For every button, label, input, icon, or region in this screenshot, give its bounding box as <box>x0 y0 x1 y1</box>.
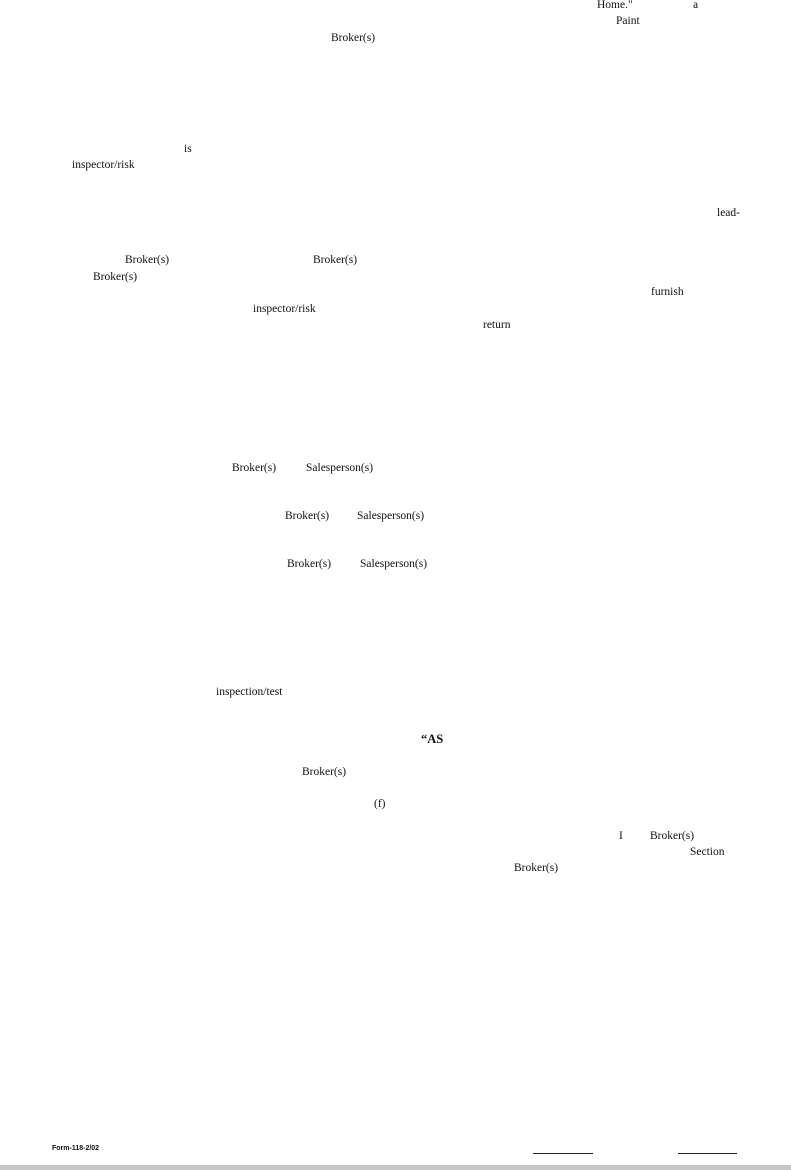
initials-line-left <box>533 1153 593 1154</box>
text-fragment: Broker(s) <box>302 766 347 778</box>
text-fragment: Broker(s) <box>93 271 138 283</box>
text-fragment: Broker(s) <box>285 510 330 522</box>
text-fragment: furnish <box>651 286 684 298</box>
text-fragment: “AS <box>421 732 444 746</box>
text-fragment: lead- <box>717 207 740 219</box>
text-fragment: inspector/risk <box>253 303 316 315</box>
text-fragment: inspection/test <box>216 686 283 698</box>
text-fragment: Home." <box>597 0 633 11</box>
text-fragment: Broker(s) <box>650 830 695 842</box>
text-fragment: a <box>693 0 699 11</box>
text-fragment: Paint <box>616 15 640 27</box>
text-fragment: Salesperson(s) <box>357 510 425 522</box>
text-fragment: Broker(s) <box>287 558 332 570</box>
text-fragment: inspector/risk <box>72 159 135 171</box>
text-fragment: I <box>619 830 623 842</box>
text-fragment: is <box>184 143 192 155</box>
text-fragment: Section <box>690 846 725 858</box>
initials-line-right <box>678 1153 737 1154</box>
text-fragment: Broker(s) <box>313 254 358 266</box>
text-fragment: Salesperson(s) <box>306 462 374 474</box>
text-fragment: (f) <box>374 798 386 810</box>
text-fragment: Salesperson(s) <box>360 558 428 570</box>
page-bottom-edge <box>0 1165 791 1170</box>
text-fragment: return <box>483 319 511 331</box>
text-fragment: Broker(s) <box>232 462 277 474</box>
text-fragment: Broker(s) <box>331 32 376 44</box>
text-fragment: Broker(s) <box>125 254 170 266</box>
form-number: Form-118-2/02 <box>52 1145 100 1152</box>
text-fragment: Broker(s) <box>514 862 559 874</box>
